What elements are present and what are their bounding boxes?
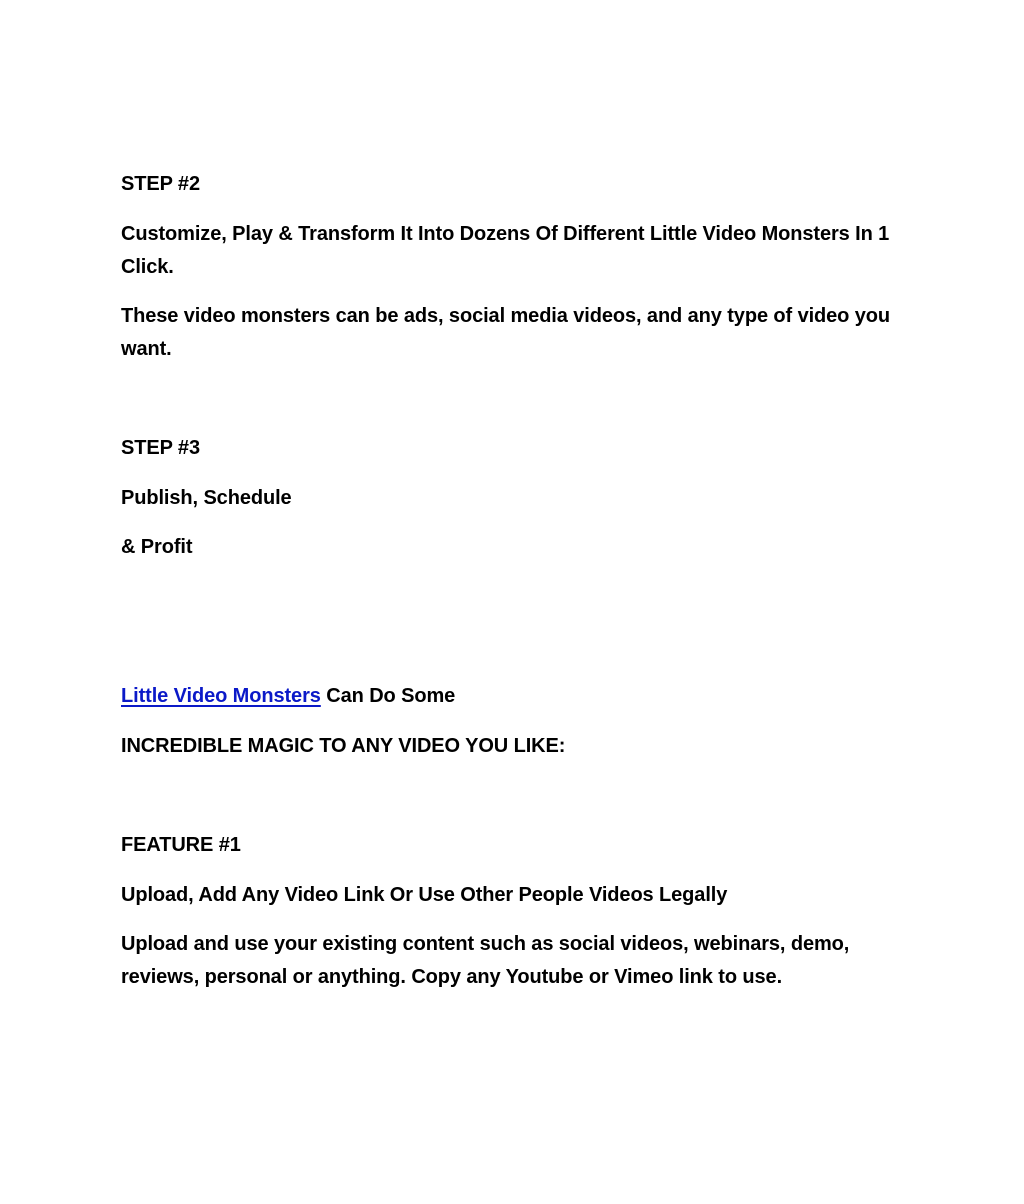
magic-headline: INCREDIBLE MAGIC TO ANY VIDEO YOU LIKE: [121, 735, 566, 757]
little-video-monsters-link[interactable]: Little Video Monsters [121, 685, 321, 707]
step-3-heading: STEP #3 [121, 437, 200, 459]
magic-intro-text: Can Do Some [320, 685, 456, 707]
feature-1-heading: FEATURE #1 [121, 834, 241, 856]
step-3-line-2: & Profit [121, 536, 193, 558]
step-3-line-1: Publish, Schedule [121, 487, 292, 509]
step-2-body: These video monsters can be ads, social media videos, and any type of video you want. [121, 305, 891, 360]
magic-intro [121, 680, 911, 713]
step-2-title: Customize, Play & Transform It Into Dozens Of Different Little Video Monsters In 1 Click. [121, 223, 890, 278]
step-2-heading: STEP #2 [121, 173, 200, 195]
feature-1-title: Upload, Add Any Video Link Or Use Other People Videos Legally [121, 884, 728, 906]
feature-1-body: Upload and use your existing content such as social videos, webinars, demo, reviews, personal or anything. Copy any Youtube or Vimeo link to use. [121, 933, 850, 988]
